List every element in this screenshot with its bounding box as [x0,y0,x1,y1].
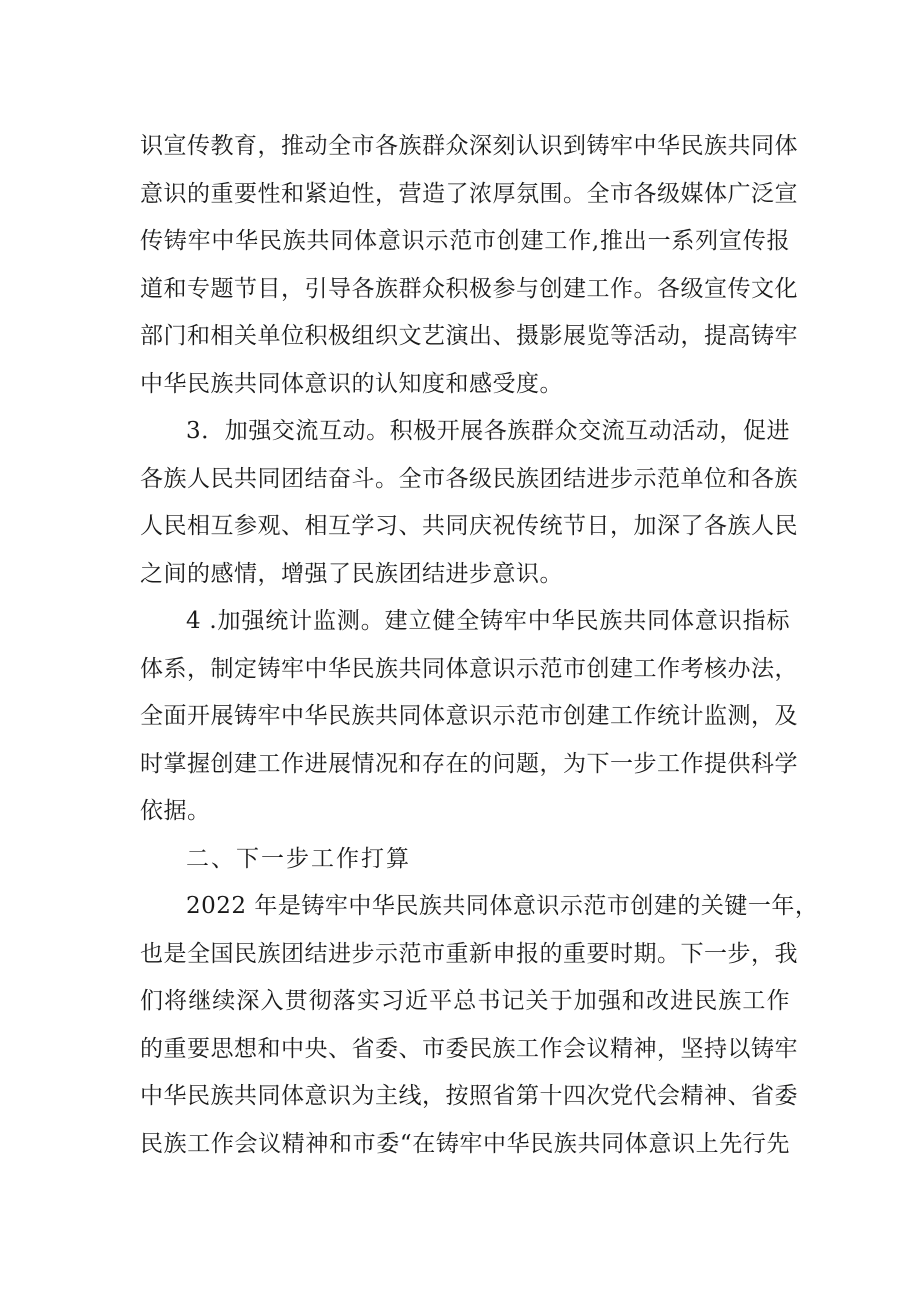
paragraph-line: 中华民族共同体意识为主线，按照省第十四次党代会精神、省委 [140,1083,798,1109]
paragraph-line: 传铸牢中华民族共同体意识示范市创建工作,推出一系列宣传报 [140,228,790,254]
paragraph-line: 各族人民共同团结奋斗。全市各级民族团结进步示范单位和各族 [140,466,798,492]
paragraph-line: 依据。 [140,798,211,824]
paragraph-line: 意识的重要性和紧迫性，营造了浓厚氛围。全市各级媒体广泛宣 [140,181,798,207]
paragraph-line: 也是全国民族团结进步示范市重新申报的重要时期。下一步，我 [140,941,798,967]
paragraph-line: 之间的感情，增强了民族团结进步意识。 [140,561,563,587]
paragraph-line: 4 .加强统计监测。建立健全铸牢中华民族共同体意识指标 [186,608,790,634]
section-heading: 二、下一步工作打算 [186,846,411,872]
paragraph-line: 的重要思想和中央、省委、市委民族工作会议精神，坚持以铸牢 [140,1036,798,1062]
paragraph-line: 们将继续深入贯彻落实习近平总书记关于加强和改进民族工作 [140,988,790,1014]
paragraph-line: 时掌握创建工作进展情况和存在的问题，为下一步工作提供科学 [140,751,798,777]
paragraph-line: 识宣传教育，推动全市各族群众深刻认识到铸牢中华民族共同体 [140,133,798,159]
paragraph-line: 道和专题节目，引导各族群众积极参与创建工作。各级宣传文化 [140,276,798,302]
paragraph-line: 全面开展铸牢中华民族共同体意识示范市创建工作统计监测，及 [140,703,798,729]
paragraph-line: 人民相互参观、相互学习、共同庆祝传统节日，加深了各族人民 [140,513,798,539]
paragraph-line: 3．加强交流互动。积极开展各族群众交流互动活动，促进 [186,418,790,444]
paragraph-line: 部门和相关单位积极组织文艺演出、摄影展览等活动，提高铸牢 [140,323,798,349]
paragraph-line: 中华民族共同体意识的认知度和感受度。 [140,371,563,397]
paragraph-line: 体系，制定铸牢中华民族共同体意识示范市创建工作考核办法， [140,656,798,682]
paragraph-line: 民族工作会议精神和市委“在铸牢中华民族共同体意识上先行先 [140,1131,790,1157]
paragraph-line: 2022 年是铸牢中华民族共同体意识示范市创建的关键一年， [186,893,819,919]
